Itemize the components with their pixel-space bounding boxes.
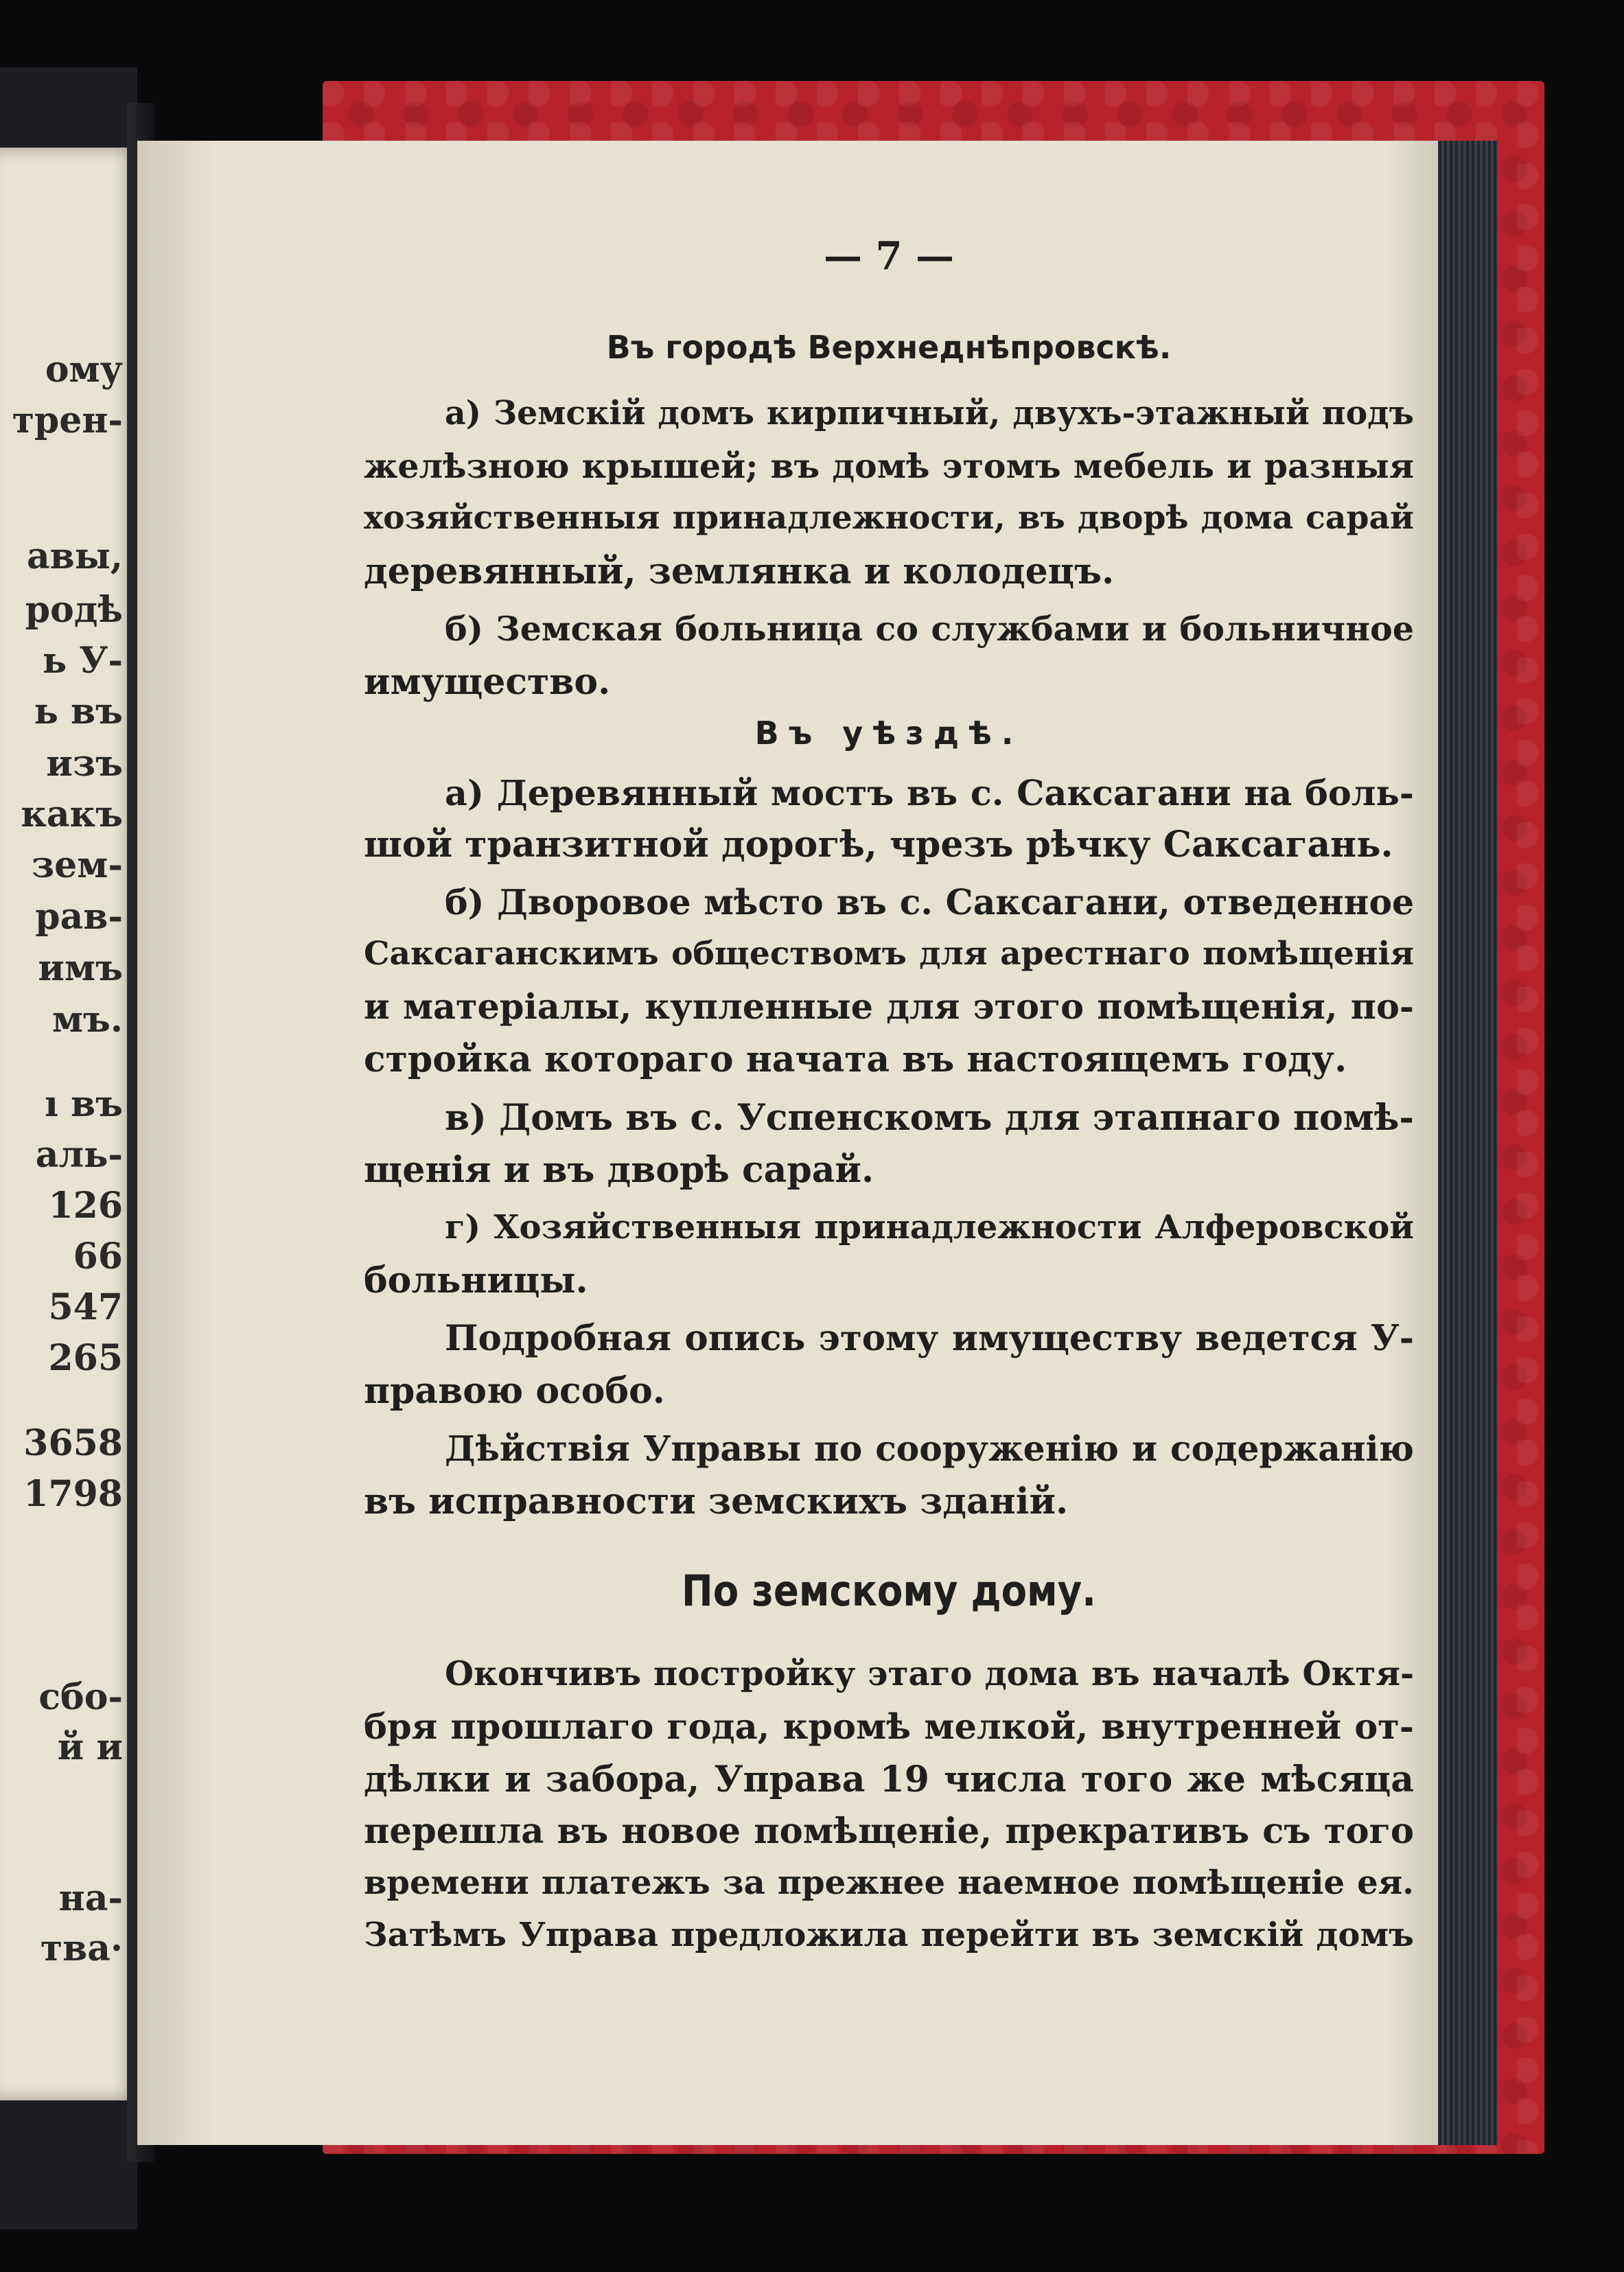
text-line: и матеріалы, купленные для этого помѣщенія, по- — [364, 986, 1414, 1028]
left-page-fragment: трен- — [12, 399, 123, 441]
left-page-fragment: зем- — [31, 844, 123, 886]
left-page-fragment: имъ — [38, 947, 123, 989]
left-page-fragment: ı въ — [45, 1083, 123, 1125]
left-page-fragment: аль- — [35, 1134, 123, 1176]
text-line: перешла въ новое помѣщеніе, прекративъ съ того — [364, 1811, 1414, 1852]
left-page-fragment: 547 — [48, 1286, 123, 1328]
text-line: Саксаганскимъ обществомъ для арестнаго помѣщенія — [364, 935, 1414, 973]
left-page-fragment: на- — [58, 1877, 123, 1919]
text-line: Подробная опись этому имуществу ведется У- — [445, 1318, 1414, 1359]
left-page-fragment: 3658 — [23, 1422, 123, 1464]
section-heading: По земскому дому. — [682, 1566, 1096, 1616]
text-line: шой транзитной дорогѣ, чрезъ рѣчку Саксагань. — [364, 824, 1393, 866]
left-page-fragment: мъ. — [51, 999, 123, 1041]
text-line: бря прошлаго года, кромѣ мелкой, внутренней от- — [364, 1706, 1414, 1748]
left-page-fragment: авы, — [26, 535, 123, 577]
left-page-fragment: какъ — [21, 793, 123, 835]
text-line: б) Дворовое мѣсто въ с. Саксагани, отведенное — [445, 882, 1414, 923]
text-line: деревянный, землянка и колодецъ. — [364, 550, 1115, 592]
text-line: желѣзною крышей; въ домѣ этомъ мебель и разныя — [364, 446, 1414, 486]
text-line: щенія и въ дворѣ сарай. — [364, 1149, 874, 1191]
text-line: хозяйственныя принадлежности, въ дворѣ дома сарай — [364, 499, 1414, 537]
left-page-fragment: й и — [57, 1726, 123, 1768]
left-page-fragment: родѣ — [25, 589, 123, 631]
left-page-fragment: изъ — [46, 743, 123, 785]
left-page-fragment: ому — [45, 349, 123, 391]
text-line: а) Деревянный мостъ въ с. Саксагани на боль- — [445, 772, 1414, 813]
text-line: больницы. — [364, 1260, 588, 1301]
text-line: в) Домъ въ с. Успенскомъ для этапнаго помѣ- — [445, 1097, 1414, 1139]
text-line: имущество. — [364, 661, 611, 703]
text-line: въ исправности земскихъ зданій. — [364, 1481, 1069, 1522]
text-line: а) Земскій домъ кирпичный, двухъ-этажный подъ — [445, 395, 1414, 432]
left-page-fragment: ь У- — [42, 640, 123, 682]
text-line: Дѣйствія Управы по сооруженію и содержанію — [445, 1428, 1414, 1469]
text-line: правою особо. — [364, 1370, 665, 1412]
left-page-fragment: 1798 — [23, 1473, 123, 1515]
subheading-city: Въ городѣ Верхнеднѣпровскѣ. — [606, 329, 1172, 366]
left-page-fragment: тва· — [40, 1927, 123, 1969]
text-line: г) Хозяйственныя принадлежности Алферовской — [445, 1208, 1414, 1247]
left-page-fragment: 126 — [48, 1185, 123, 1227]
left-page-fragment: ь въ — [34, 691, 123, 732]
text-line: дѣлки и забора, Управа 19 числа того же мѣсяца — [364, 1759, 1414, 1800]
left-page — [0, 148, 141, 2100]
subheading-uezd: Въ уѣздѣ. — [754, 715, 1023, 752]
left-page-fragment: сбо- — [38, 1676, 123, 1718]
right-page — [137, 141, 1438, 2145]
text-line: Затѣмъ Управа предложила перейти въ земскій домъ — [364, 1916, 1414, 1954]
page-edges — [1436, 141, 1498, 2145]
text-line: б) Земская больница со службами и больничное — [445, 609, 1414, 649]
text-line: стройка котораго начата въ настоящемъ году. — [364, 1039, 1347, 1080]
left-page-fragment: 66 — [73, 1236, 123, 1277]
left-page-fragment: 265 — [48, 1337, 123, 1379]
page-number: — 7 — — [824, 233, 954, 279]
text-line: Окончивъ постройку этаго дома въ началѣ Октя- — [445, 1655, 1414, 1693]
left-page-fragment: рав- — [35, 896, 123, 938]
text-line: времени платежъ за прежнее наемное помѣщеніе ея. — [364, 1864, 1414, 1902]
